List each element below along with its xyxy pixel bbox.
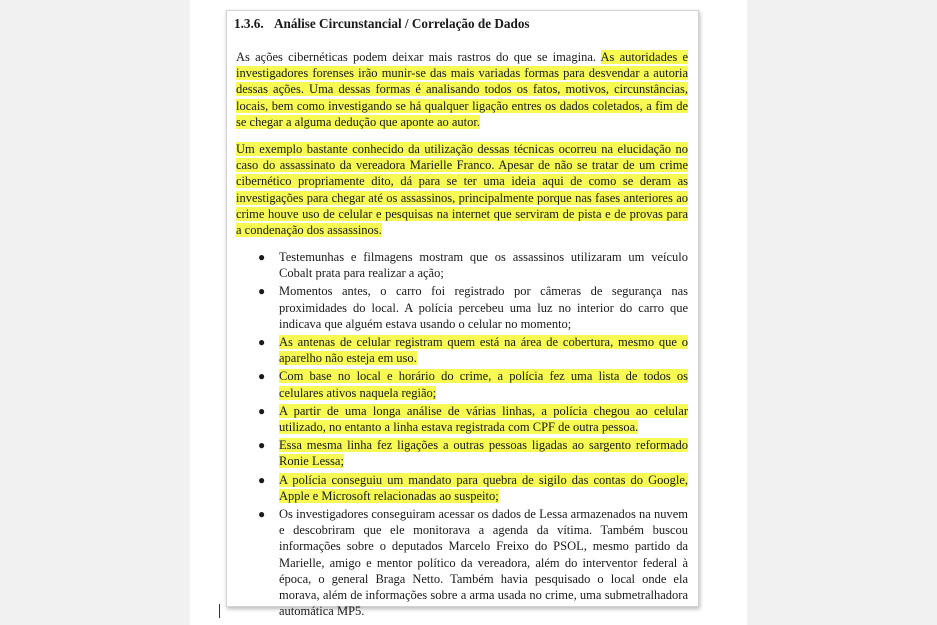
list-item (256, 368, 688, 400)
bullet-icon: ● (258, 284, 266, 299)
paragraph-1 (236, 49, 688, 130)
paragraph-2-highlight: Um exemplo bastante conhecido da utilização dessas técnicas ocorreu na elucidação no caso do assassinato da vereadora Marielle Franco. Apesar de não se tratar de um crime cibernético propriamente dito, dá para se ter uma ideia aqui de como se deram as investigações para chegar até os assassinos, principalmente porque nas fases anteriores ao crime houve uso de celular e pesquisas na internet que serviram de pista e de provas para a condenação dos assassinos. (236, 142, 688, 238)
bullet-icon: ● (258, 403, 266, 418)
bullet-icon: ● (258, 438, 266, 453)
bullet-icon: ● (258, 472, 266, 487)
bullet-icon: ● (258, 369, 266, 384)
text-cursor (219, 604, 220, 618)
list-item (256, 283, 688, 332)
list-item-text: As antenas de celular registram quem está na área de cobertura, mesmo que o aparelho não esteja em uso. (279, 335, 688, 366)
bullet-icon: ● (258, 250, 266, 264)
list-item (256, 506, 688, 619)
list-item-text: Os investigadores conseguiram acessar os dados de Lessa armazenados na nuvem e descobriram que ele monitorava a agenda da vítima. Também buscou informações sobre o deputados Marcelo Freixo do PSOL, mesmo partido da Marielle, amigo e mentor político da vereadora, além do interventor federal à época, o general Braga Netto. Também havia pesquisado o local onde ela morava, além de informações sobre a arma usada no crime, uma submetralhadora automática MP5. (279, 507, 688, 619)
paragraph-1-plain: As ações cibernéticas podem deixar mais rastros do que se imagina. (236, 50, 601, 64)
list-item-text: Essa mesma linha fez ligações a outras pessoas ligadas ao sargento reformado Ronie Lessa; (279, 438, 688, 469)
paragraph-2 (236, 141, 688, 238)
list-item-text: Momentos antes, o carro foi registrado por câmeras de segurança nas proximidades do local. A polícia percebeu uma luz no interior do carro que indicava que alguém estava usando o celular no momento; (279, 284, 688, 331)
list-item (256, 472, 688, 504)
list-item (256, 249, 688, 281)
paragraph-1-highlight: As autoridades e investigadores forenses irão munir-se das mais variadas formas para desvendar a autoria dessas ações. Uma dessas formas é analisando todos os fatos, motivos, circunstâncias, locais, bem como investigando se há qualquer ligação entres os dados coletados, a fim de se chegar a alguma dedução que aponte ao autor. (236, 50, 688, 129)
list-item-text: A polícia conseguiu um mandato para quebra de sigilo das contas do Google, Apple e Microsoft relacionadas ao suspeito; (279, 472, 688, 503)
list-item (256, 334, 688, 366)
list-item (256, 403, 688, 435)
bullet-icon: ● (258, 335, 266, 350)
section-number: 1.3.6. (234, 16, 264, 31)
list-item-text: A partir de uma longa análise de várias linhas, a polícia chegou ao celular utilizado, no entanto a linha estava registrada com CPF de outra pessoa. (279, 403, 688, 435)
list-item-text: Com base no local e horário do crime, a polícia fez uma lista de todos os celulares ativos naquela região; (279, 369, 688, 400)
list-item-text: Testemunhas e filmagens mostram que os assassinos utilizaram um veículo Cobalt prata para realizar a ação; (279, 250, 688, 281)
evidence-bullet-list (256, 249, 688, 621)
list-item (256, 437, 688, 469)
bullet-icon: ● (258, 507, 266, 522)
section-title: Análise Circunstancial / Correlação de Dados (274, 16, 530, 31)
section-heading (234, 16, 530, 32)
